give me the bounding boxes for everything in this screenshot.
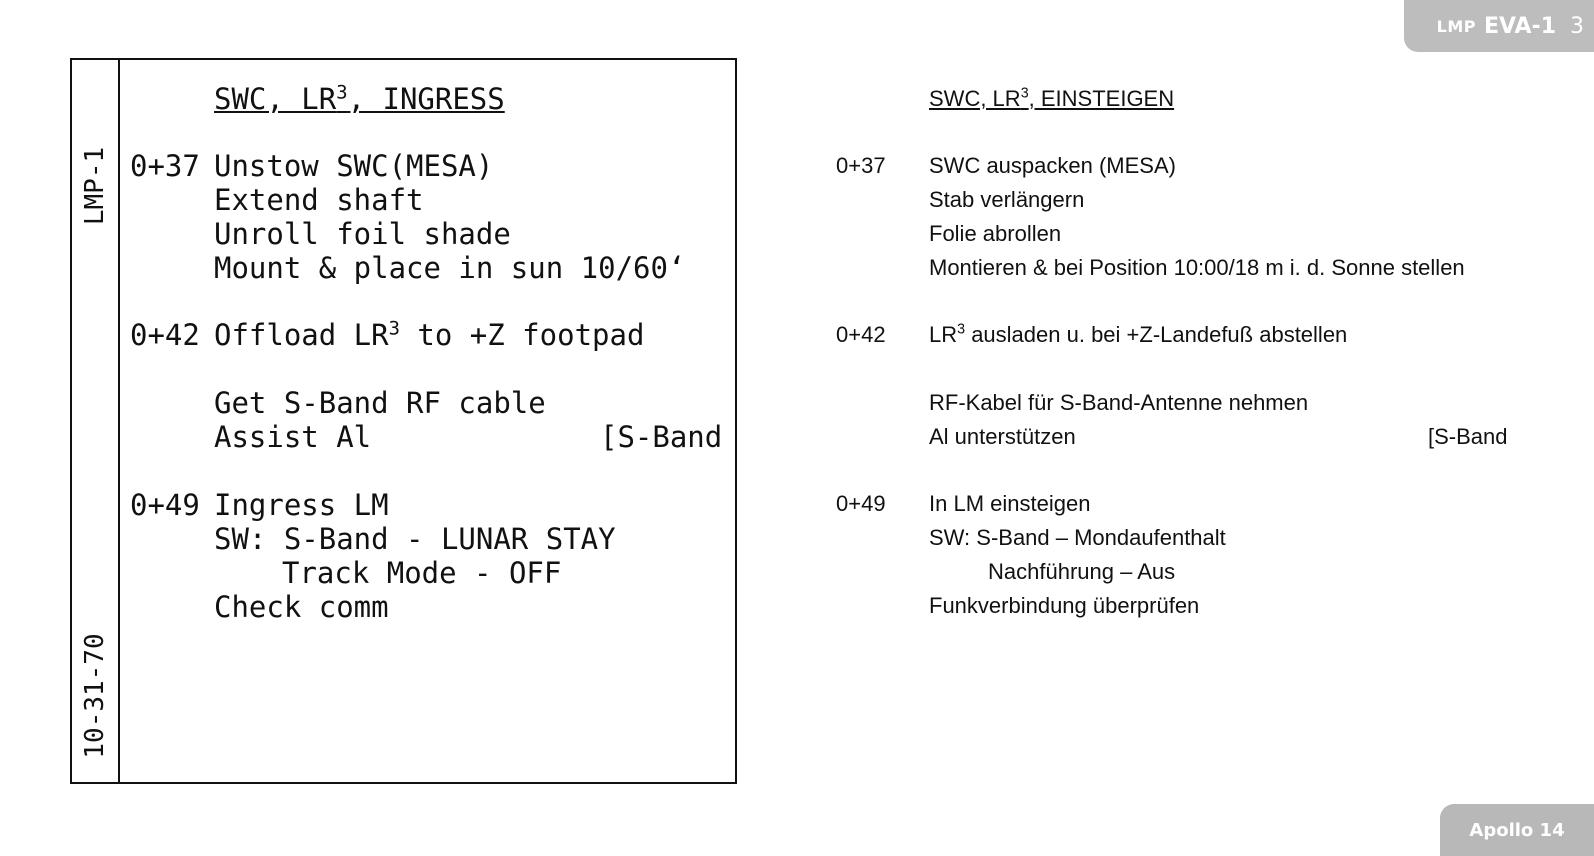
step-unroll-foil: Unroll foil shade [214,217,511,251]
step-assist-al: Assist Al [214,420,372,454]
card-title: SWC, $LR^3$, INGRESS [214,82,505,116]
step-offload-lr3: Offload $LR^3$ to +Z footpad [214,318,645,352]
step-mount-place: Mount & place in sun 10/60‘ [214,251,686,285]
translation-step-offload: $LR^3$ ausladen u. bei +Z-Landefuß abstellen [929,321,1348,347]
step-track-mode: Track Mode - OFF [282,556,562,590]
card-side-strip [72,60,120,782]
checklist-card [70,58,737,784]
translation-time-0-37: 0+37 [836,153,886,178]
translation-step-comm: Funkverbindung überprüfen [929,593,1200,618]
translation-step-sw: SW: S-Band – Mondaufenthalt [929,525,1226,550]
step-sw-sband: SW: S-Band - LUNAR STAY [214,522,616,556]
translation-step-rf-cable: RF-Kabel für S-Band-Antenne nehmen [929,390,1309,415]
translation-time-0-49: 0+49 [836,491,886,516]
card-id-label: LMP-1 [80,146,110,226]
step-extend-shaft: Extend shaft [214,183,424,217]
step-get-rf-cable: Get S-Band RF cable [214,386,546,420]
translation-step-track: Nachführung – Aus [988,559,1176,584]
step-unstow-swc: Unstow SWC(MESA) [214,149,494,183]
eva-label: EVA-1 [1483,13,1556,39]
translation-step-mount: Montieren & bei Position 10:00/18 m i. d. Sonne stellen [929,255,1465,280]
step-check-comm: Check comm [214,590,389,624]
step-ingress-lm: Ingress LM [214,488,389,522]
translation-title: SWC, $LR^3$, EINSTEIGEN [929,85,1175,111]
time-0-49: 0+49 [130,488,200,522]
translation-s-band-tag: [S-Band [1428,424,1508,449]
translation-step-unstow: SWC auspacken (MESA) [929,153,1176,178]
translation-step-unroll: Folie abrollen [929,221,1062,246]
s-band-tag: [S-Band [600,420,723,454]
translation-step-assist: Al unterstützen [929,424,1076,449]
translation-step-ingress: In LM einsteigen [929,491,1091,516]
page-number: 3 [1570,13,1584,39]
crew-role-label: LMP [1436,16,1476,36]
translation-step-extend: Stab verlängern [929,187,1085,212]
mission-tab: Apollo 14 [1440,804,1594,856]
page-header-tab [1404,0,1594,52]
card-date-label: 10-31-70 [80,633,110,759]
time-0-37: 0+37 [130,149,200,183]
time-0-42: 0+42 [130,318,200,352]
translation-time-0-42: 0+42 [836,322,886,347]
